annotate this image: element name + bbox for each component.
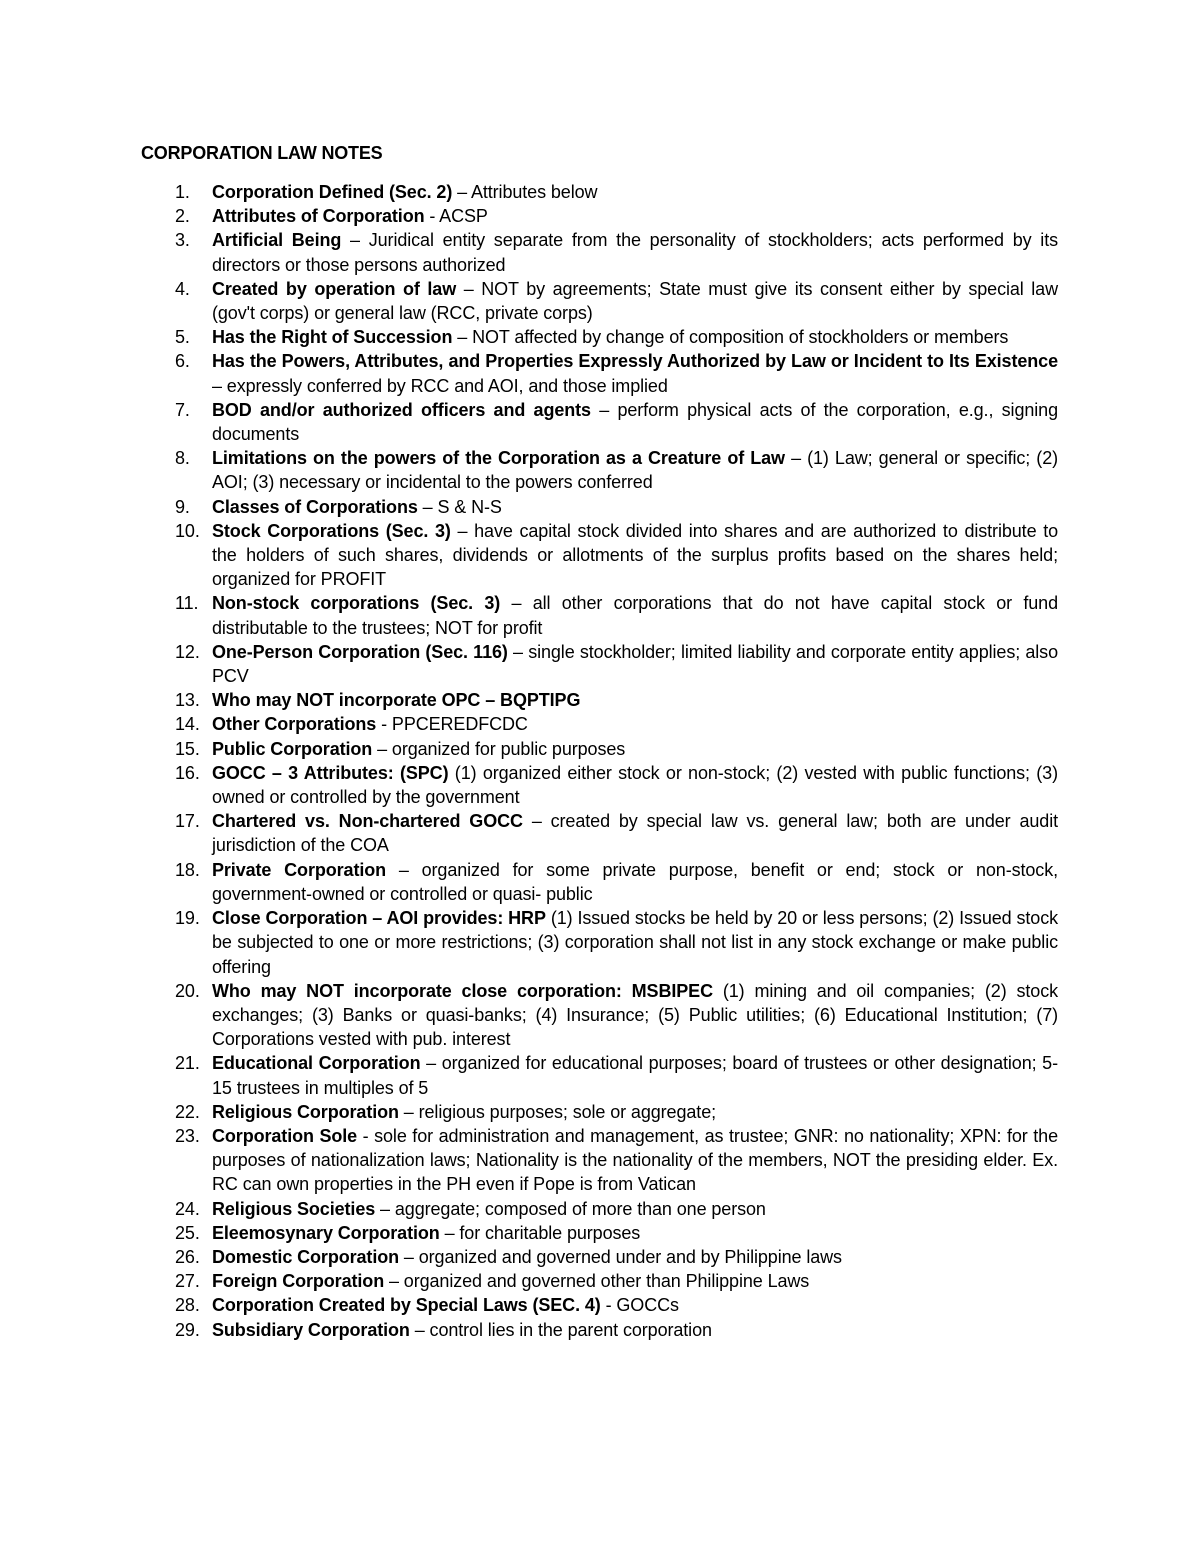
list-item-number: 1. [175,182,190,202]
list-item [141,204,1058,228]
list-item-number: 8. [175,448,190,469]
list-item-number: 15. [175,738,200,759]
list-item-term: Religious Corporation [212,1101,399,1122]
list-item [141,519,1058,592]
list-item-description: – perform physical acts of the corporation, e.g., signing documents [212,399,1058,445]
list-item-description: - sole for administration and management, as trustee; GNR: no nationality; XPN: for the purposes of nationalization laws; Nationality is the nationality of the members, NOT the presiding elder. Ex. RC can own properties in the PH even if Pope is from Vatican [212,1125,1058,1195]
list-item-term: Close Corporation – AOI provides: HRP [212,908,546,929]
list-item-description: - GOCCs [600,1295,679,1316]
list-item-description: – for charitable purposes [439,1222,641,1243]
list-item [141,906,1058,979]
list-item-number: 17. [175,811,200,832]
list-item-description: - PPCEREDFCDC [376,714,528,735]
list-item [141,228,1058,276]
list-item-description: (1) mining and oil companies; (2) stock exchanges; (3) Banks or quasi-banks; (4) Insurance; (5) Public utilities; (6) Educational Institution; (7) Corporations vested with pub. interest [212,980,1058,1050]
list-item [141,495,1058,519]
list-item-number: 22. [175,1101,200,1122]
list-item-description: – have capital stock divided into shares and are authorized to distribute to the holders of such shares, dividends or allotments of the surplus profits based on the shares held; organized for PROFIT [212,520,1059,590]
list-item-number: 20. [175,980,200,1001]
list-item [141,277,1058,325]
list-item [141,809,1058,857]
list-item-description: – organized for educational purposes; board of trustees or other designation; 5-15 trustees in multiples of 5 [212,1053,1058,1098]
list-item [141,1100,1058,1124]
list-item [141,640,1058,688]
list-item [141,1318,1058,1342]
list-item-number: 18. [175,859,200,880]
list-item-term: Limitations on the powers of the Corporation as a Creature of Law [212,448,785,469]
list-item-number: 11. [175,593,199,614]
list-item-term: Public Corporation [212,738,373,759]
list-item [141,688,1058,712]
list-item [141,325,1058,349]
list-item-number: 29. [175,1319,200,1340]
list-item-term: Attributes of Corporation [212,206,425,227]
list-item [141,398,1058,446]
list-item-term: Corporation Sole [212,1125,358,1146]
list-item [141,1124,1058,1197]
list-item-term: Chartered vs. Non-chartered GOCC [212,811,523,832]
list-item-number: 14. [175,714,200,735]
list-item-term: Eleemosynary Corporation [212,1222,440,1243]
list-item [141,349,1058,397]
list-item-term: GOCC – 3 Attributes: (SPC) [212,762,449,783]
list-item-description: – S & N-S [417,496,502,517]
list-item-description: – religious purposes; sole or aggregate; [398,1101,717,1122]
list-item-number: 3. [175,230,190,251]
list-item-number: 28. [175,1295,200,1316]
list-item-term: Educational Corporation [212,1053,421,1074]
list-item-term: Corporation Created by Special Laws (SEC. 4) [212,1295,601,1316]
list-item-term: Domestic Corporation [212,1246,400,1267]
list-item [141,446,1058,494]
notes-list [141,180,1058,1342]
list-item-number: 19. [175,908,200,929]
document-title: CORPORATION LAW NOTES [141,143,383,163]
list-item [141,979,1058,1052]
list-item-number: 9. [175,496,190,517]
list-item-term: Created by operation of law [212,278,457,299]
list-item-number: 27. [175,1271,200,1292]
list-item-description: – organized and governed other than Philippine Laws [384,1271,810,1292]
list-item [141,1221,1058,1245]
list-item-description: – organized for public purposes [372,738,626,759]
list-item-term: Classes of Corporations [212,496,418,517]
list-item-number: 4. [175,278,190,299]
list-item-number: 25. [175,1222,200,1243]
list-item [141,1293,1058,1317]
list-item-description: – NOT by agreements; State must give its consent either by special law (gov't corps) or general law (RCC, private corps) [212,278,1058,324]
list-item-term: Has the Right of Succession [212,327,453,348]
list-item [141,180,1058,204]
list-item-term: Private Corporation [212,859,387,880]
list-item-description: – Juridical entity separate from the personality of stockholders; acts performed by its directors or those persons authorized [212,230,1059,275]
list-item-number: 16. [175,762,200,783]
list-item-term: Stock Corporations (Sec. 3) [212,520,451,541]
list-item-term: Has the Powers, Attributes, and Properties Expressly Authorized by Law or Incident to Its Existence [212,351,1058,372]
list-item-term: Artificial Being [212,230,342,251]
list-item-description: (1) organized either stock or non-stock; (2) vested with public functions; (3) owned or controlled by the government [212,762,1058,808]
list-item-description: – single stockholder; limited liability and corporate entity applies; also PCV [212,641,1058,687]
list-item-term: Other Corporations [212,714,377,735]
list-item [141,591,1058,639]
list-item-number: 7. [175,399,190,420]
list-item-term: Corporation Defined (Sec. 2) [212,182,453,202]
list-item-description: – (1) Law; general or specific; (2) AOI; (3) necessary or incidental to the powers conferred [212,448,1059,493]
list-item-number: 5. [175,327,190,348]
list-item-description: – aggregate; composed of more than one person [375,1198,766,1219]
list-item-term: One-Person Corporation (Sec. 116) [212,641,508,662]
list-item-number: 21. [175,1053,200,1074]
list-item-description: – organized for some private purpose, benefit or end; stock or non-stock, government-owned or controlled or quasi- public [212,859,1058,904]
list-item-number: 23. [175,1125,200,1146]
list-item-term: BOD and/or authorized officers and agents [212,399,591,420]
list-item-term: Foreign Corporation [212,1271,385,1292]
list-item-term: Who may NOT incorporate close corporation: MSBIPEC [212,980,713,1001]
list-item-number: 10. [175,520,200,541]
list-item-number: 26. [175,1246,200,1267]
list-item-description: - ACSP [424,206,488,227]
list-item [141,1051,1058,1099]
list-item [141,1269,1058,1293]
list-item-term: Who may NOT incorporate OPC – BQPTIPG [212,690,581,711]
list-item [141,712,1058,736]
list-item-number: 24. [175,1198,200,1219]
list-item-description: – control lies in the parent corporation [409,1319,712,1340]
list-item [141,858,1058,906]
list-item-description: (1) Issued stocks be held by 20 or less persons; (2) Issued stock be subjected to one or more restrictions; (3) corporation shall not list in any stock exchange or make public offering [212,908,1058,977]
list-item [141,1245,1058,1269]
list-item-term: Subsidiary Corporation [212,1319,410,1340]
list-item-number: 6. [175,351,190,372]
list-item-number: 13. [175,690,200,711]
list-item-description: – Attributes below [452,182,598,202]
list-item-term: Non-stock corporations (Sec. 3) [212,593,501,614]
list-item-number: 12. [175,641,200,662]
list-item-term: Religious Societies [212,1198,376,1219]
list-item-description: – expressly conferred by RCC and AOI, and those implied [212,375,668,396]
list-item-description: – all other corporations that do not have capital stock or fund distributable to the trustees; NOT for profit [212,593,1058,638]
list-item [141,761,1058,809]
list-item-number: 2. [175,206,190,227]
list-item-description: – NOT affected by change of composition of stockholders or members [452,327,1009,348]
list-item [141,1197,1058,1221]
list-item-description: – created by special law vs. general law; both are under audit jurisdiction of the COA [212,811,1058,856]
list-item [141,737,1058,761]
list-item-description: – organized and governed under and by Philippine laws [399,1246,842,1267]
